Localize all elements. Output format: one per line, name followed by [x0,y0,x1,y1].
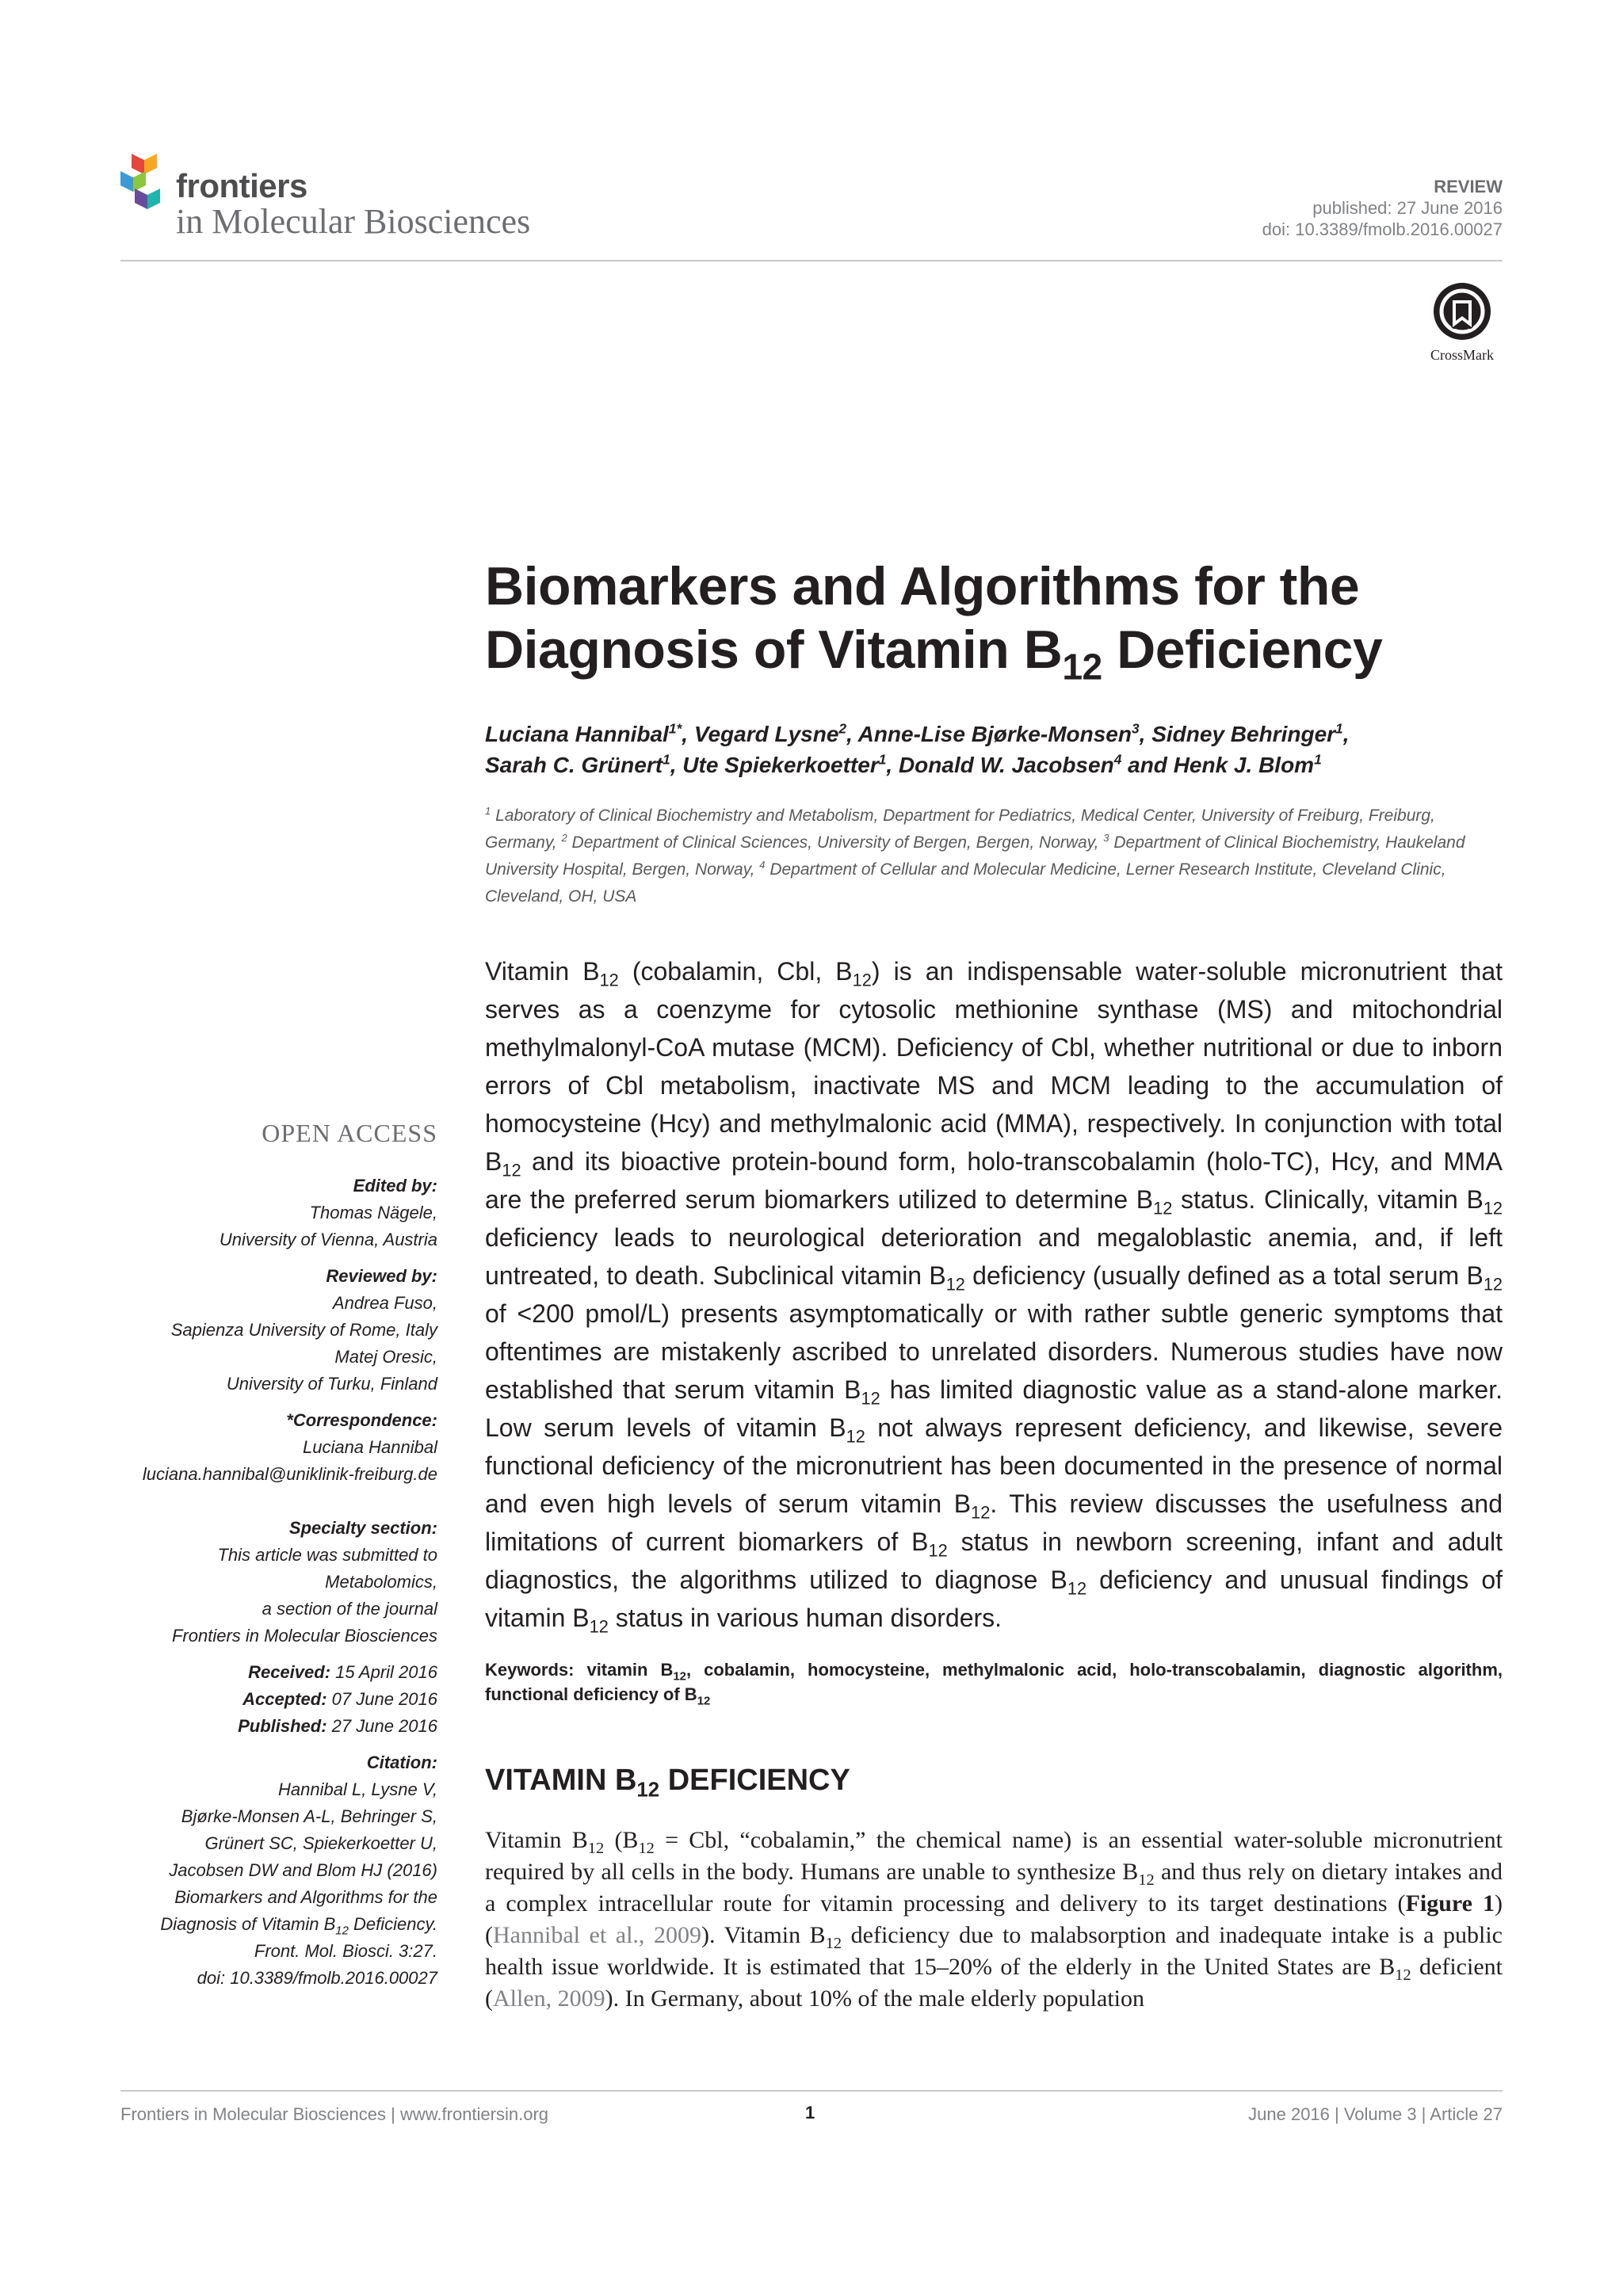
affiliation-marker: 4 [759,859,766,871]
abstract-subscript: 12 [1483,1198,1503,1219]
body-text: = Cbl, “cobalamin,” the chemical name) is an essential water-soluble micronutrient required by all cells in the body. Humans are unable to synthesize B [485,1827,1503,1885]
article-sidebar [120,1173,437,2001]
brand-name: frontiers [176,167,307,204]
author-name[interactable]: Donald W. Jacobsen [898,753,1114,777]
keywords [485,1657,1503,1707]
author-separator: , [886,753,899,777]
author-list [485,719,1507,780]
article-title [485,555,1507,688]
abstract-text: and its bioactive protein-bound form, holo-transcobalamin (holo-TC), Hcy, and MMA are the preferred serum biomarkers utilized to determine B [485,1147,1503,1214]
author-name[interactable]: Sidney Behringer [1151,722,1336,746]
crossmark-label: CrossMark [1430,347,1494,363]
accepted-date: Accepted: 07 June 2016 [242,1689,437,1709]
affiliation-text: Department of Clinical Biochemistry, Haukeland University Hospital, Bergen, Norway, [485,833,1465,879]
crossmark-badge[interactable] [1424,281,1500,364]
correspondence-email-link[interactable]: luciana.hannibal@uniklinik-freiburg.de [142,1464,437,1484]
keywords-subscript: 12 [673,1669,686,1684]
affiliations [485,803,1507,910]
body-subscript: 12 [1395,1966,1411,1984]
published-date: published: 27 June 2016 [1312,198,1503,218]
author-affiliation-marker: 3 [1131,720,1140,737]
published-date-sidebar: Published: 27 June 2016 [238,1716,437,1736]
affiliation-text: Laboratory of Clinical Biochemistry and Metabolism, Department for Pediatrics, Medical Center, University of Freiburg, Freiburg, Germany, [485,807,1435,852]
crossmark-icon [1432,281,1492,341]
body-text: deficiency due to malabsorption and inadequate intake is a public health issue worldwide. It is estimated that 15–20% of the elderly in the United States are B [485,1922,1503,1980]
author-name[interactable]: Ute Spiekerkoetter [682,753,879,777]
abstract-subscript: 12 [945,1274,965,1295]
body-subscript: 12 [1138,1871,1155,1889]
body-text: ). Vitamin B [701,1922,826,1948]
section-heading: VITAMIN $B_{12}$ DEFICIENCY [485,1764,850,1802]
abstract-subscript: 12 [852,970,872,990]
author-affiliation-marker: 1* [668,720,682,737]
open-access-label: OPEN ACCESS [262,1119,437,1147]
abstract-subscript: 12 [589,1616,609,1637]
keywords-text: , cobalamin, homocysteine, methylmalonic acid, holo-transcobalamin, diagnostic algorithm, functional deficiency of B [485,1660,1503,1704]
author-affiliation-marker: 4 [1113,751,1122,768]
author-affiliation-marker: 1 [878,751,887,768]
abstract-subscript: 12 [1067,1578,1087,1599]
abstract [485,952,1503,1637]
header-divider [120,260,1503,261]
received-date: Received: 15 April 2016 [248,1662,437,1682]
author-affiliation-marker: 1 [1335,720,1343,737]
footer-journal-link[interactable]: Frontiers in Molecular Biosciences | www.frontiersin.org [120,2104,549,2124]
abstract-subscript: 12 [502,1160,521,1180]
figure-reference-link[interactable]: Figure 1 [1405,1890,1495,1917]
author-affiliation-marker: 2 [838,720,847,737]
author-name[interactable]: Luciana Hannibal [485,722,669,746]
abstract-text: status in newborn screening, infant and adult diagnostics, the algorithms utilized to diagnose B [485,1527,1503,1594]
specialty-section: Specialty section: This article was submitted to Metabolomics, a section of the journal Frontiers in Molecular Biosciences [171,1518,437,1646]
abstract-text: has limited diagnostic value as a stand-alone marker. Low serum levels of vitamin B [485,1375,1503,1442]
abstract-subscript: 12 [928,1540,948,1561]
body-text: ). In Germany, about 10% of the male elderly population [605,1985,1145,2012]
abstract-text: status in various human disorders. [608,1604,1002,1632]
author-name[interactable]: Anne-Lise Bjørke-Monsen [857,722,1132,746]
abstract-text: Vitamin B [485,957,600,986]
abstract-text: . This review discusses the usefulness and limitations of current biomarkers of B [485,1489,1503,1556]
article-meta [1262,176,1503,240]
article-type: REVIEW [1434,177,1503,196]
author-separator: , [682,722,694,746]
author-affiliation-marker: 1 [663,751,670,768]
body-text: deficient ( [485,1954,1503,2012]
journal-logo [120,151,580,246]
author-separator: and [1121,753,1174,777]
body-subscript: 12 [638,1840,655,1857]
article-dates [120,1659,437,1740]
affiliation-marker: 2 [561,832,567,844]
abstract-subscript: 12 [1153,1198,1173,1219]
body-subscript: 12 [825,1935,842,1952]
reviewed-by: Reviewed by: Andrea Fuso, Sapienza University of Rome, Italy Matej Oresic, University of Turku, Finland [170,1266,437,1394]
citation-doi-link[interactable]: doi: 10.3389/fmolb.2016.00027 [197,1968,437,1988]
title-line-1: Biomarkers and Algorithms for the [485,556,1360,616]
author-separator: , [1139,722,1152,746]
body-text: and thus rely on dietary intakes and a complex intracellular route for vitamin processing and delivery to its target destinations ( [485,1859,1503,1917]
affiliation-text: Department of Clinical Sciences, University of Bergen, Bergen, Norway, [567,833,1104,852]
frontiers-logo-icon [120,154,170,209]
abstract-text: (cobalamin, Cbl, B [618,957,853,986]
abstract-text: of <200 pmol/L) presents asymptomatically or with rather subtle generic symptoms that oftentimes are mistakenly ascribed to unrelated disorders. Numerous studies have now established that serum vitamin B [485,1299,1503,1404]
footer-issue-info: June 2016 | Volume 3 | Article 27 [1248,2104,1503,2124]
affiliation-marker: 3 [1103,832,1109,844]
author-affiliation-marker: 1 [1314,751,1322,768]
author-name[interactable]: Sarah C. Grünert [485,753,663,777]
page-number: 1 [805,2103,815,2122]
abstract-text: status. Clinically, vitamin B [1172,1185,1484,1214]
abstract-text: deficiency and unusual findings of vitamin B [485,1566,1503,1632]
affiliation-marker: 1 [485,805,491,817]
abstract-subscript: 12 [971,1502,991,1523]
author-name[interactable]: Henk J. Blom [1173,753,1315,777]
abstract-text: deficiency (usually defined as a total serum B [964,1261,1484,1290]
citation-link[interactable]: Allen, 2009 [493,1985,605,2012]
body-subscript: 12 [587,1840,605,1857]
correspondence: *Correspondence: Luciana Hannibal luciana.hannibal@uniklinik-freiburg.de [120,1407,437,1488]
abstract-text: deficiency leads to neurological deterioration and megaloblastic anemia, and, if left untreated, to death. Subclinical vitamin B [485,1223,1503,1290]
author-separator: , [846,722,858,746]
citation-link[interactable]: Hannibal et al., 2009 [493,1922,702,1948]
author-name[interactable]: Vegard Lysne [693,722,839,746]
abstract-text: not always represent deficiency, and likewise, severe functional deficiency of the micronutrient has been documented in the presence of normal and even high levels of serum vitamin B [485,1413,1503,1518]
keywords-text: Keywords: vitamin B [485,1660,674,1680]
author-separator: , [1342,722,1350,746]
journal-name: in Molecular Biosciences [176,202,531,241]
citation: Citation: Hannibal L, Lysne V, Bjørke-Monsen A-L, Behringer S, Grünert SC, Spiekerkoetter U, Jacobsen DW and Blom HJ (2016) Biomarkers and Algorithms for the Diagnosis of Vitamin $B_{12}$ Deficiency. Front. Mol. Biosci. 3:27. doi: 10.3389/fmolb.2016.00027 [120,1749,437,1992]
body-text: (B [604,1827,639,1853]
abstract-subscript: 12 [846,1426,865,1447]
body-text: ) ( [485,1890,1503,1948]
edited-by: Edited by: Thomas Nägele, University of Vienna, Austria [219,1176,437,1249]
body-paragraph [485,1825,1503,2015]
doi-link[interactable]: doi: 10.3389/fmolb.2016.00027 [1262,219,1503,239]
footer-divider [120,2090,1503,2092]
author-separator: , [670,753,683,777]
abstract-text: ) is an indispensable water-soluble micronutrient that serves as a coenzyme for cytosolic methionine synthase (MS) and mitochondrial methylmalonyl-CoA mutase (MCM). Deficiency of Cbl, whether nutritional or due to inborn errors of Cbl metabolism, inactivate MS and MCM leading to the accumulation of homocysteine (Hcy) and methylmalonic acid (MMA), respectively. In conjunction with total B [485,957,1503,1176]
affiliation-text: Department of Cellular and Molecular Medicine, Lerner Research Institute, Cleveland Clinic, Cleveland, OH, USA [485,860,1446,906]
abstract-subscript: 12 [861,1388,880,1409]
body-text: Vitamin B [485,1827,588,1853]
title-line-2: Diagnosis of Vitamin $B_{12}$ Deficiency [485,620,1383,688]
abstract-subscript: 12 [599,970,619,990]
keywords-subscript: 12 [697,1694,711,1708]
abstract-subscript: 12 [1483,1274,1503,1295]
